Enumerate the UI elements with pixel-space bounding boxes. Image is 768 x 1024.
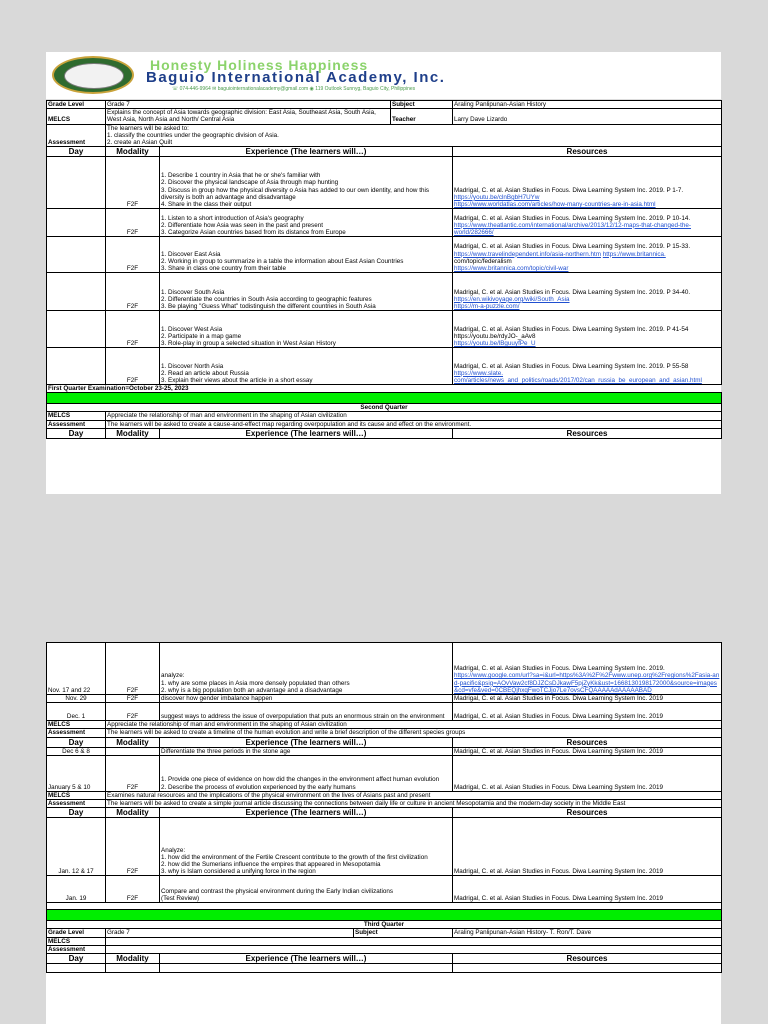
experience-cell xyxy=(160,273,453,311)
experience-cell xyxy=(160,876,453,903)
experience-header: Experience (The learners will…) xyxy=(160,737,453,747)
modality-header: Modality xyxy=(106,808,160,818)
melcs-value: Explains the concept of Asia towards geographic division: East Asia, Southeast Asia, South Asia, West Asia, North Asia and North/ Central Asia xyxy=(106,109,391,124)
modality-cell: F2F xyxy=(106,273,160,311)
resource-link[interactable]: https://www.slate. xyxy=(454,369,504,377)
melcs-value: Examines natural resources and the implications of the physical environment on the lives of Asians past and present xyxy=(106,791,722,799)
blank-row xyxy=(47,903,722,910)
subject-value: Araling Panlipunan-Asian History xyxy=(453,101,722,109)
resource-link[interactable]: https://www.britannica.com/topic/civil-war xyxy=(454,264,569,272)
grade-row xyxy=(47,929,722,937)
experience-cell xyxy=(160,157,453,209)
day-cell: Nov. 29 xyxy=(47,695,106,703)
experience-line: 1. Discover East Asia xyxy=(161,250,221,258)
experience-line: 4. Share in the class their output xyxy=(161,200,252,208)
resource-link[interactable]: https://www.google.com/url?sa=i&url=https%3A%2F%2Fwww.unep.org%2Fregions%2Fasia-and-pacific&psig=AOvVaw2cf8DJZCsDJkawF5pjZyKk&ust=1668130198172000&source=images&cd=vfe&ved=0CBEQjhxqFwoTCJjo7Le7ovsCFQAAAAAdAAAAABAD xyxy=(454,672,720,694)
modality-cell: F2F xyxy=(106,643,160,695)
day-header: Day xyxy=(47,808,106,818)
experience-cell xyxy=(160,209,453,237)
modality-cell: F2F xyxy=(106,348,160,385)
assessment-label: Assessment xyxy=(47,729,106,737)
lesson-row xyxy=(47,237,722,273)
school-tagline: Honesty Holiness Happiness xyxy=(150,57,369,73)
melcs-row xyxy=(47,721,722,729)
modality-cell: F2F xyxy=(106,703,160,721)
lesson-row xyxy=(47,818,722,876)
resources-header: Resources xyxy=(453,147,722,157)
melcs-row xyxy=(47,412,722,420)
modality-cell: F2F xyxy=(106,209,160,237)
lesson-row xyxy=(47,964,722,973)
experience-line: Analyze: xyxy=(161,846,186,854)
assessment-label: Assessment xyxy=(47,420,106,428)
resource-link[interactable]: https://www.britannica. xyxy=(602,250,666,258)
green-separator xyxy=(47,393,722,404)
experience-cell xyxy=(160,237,453,273)
lesson-row xyxy=(47,311,722,348)
experience-line: 1. why are some places in Asia more densely populated than others xyxy=(161,679,350,687)
modality-cell: F2F xyxy=(106,237,160,273)
lesson-row xyxy=(47,876,722,903)
day-cell: Jan. 12 & 17 xyxy=(47,818,106,876)
modality-cell xyxy=(106,747,160,755)
modality-cell: F2F xyxy=(106,876,160,903)
experience-line: 1. Discover West Asia xyxy=(161,325,223,333)
resource-cell: Madrigal, C. et al. Asian Studies in Focus. Diwa Learning System Inc. 2019 xyxy=(453,818,722,876)
column-header-row xyxy=(47,428,722,438)
experience-line: 3. Categorize Asian countries based from its distance from Europe xyxy=(161,228,346,236)
experience-line: 2. Participate in a map game xyxy=(161,332,242,340)
document-page-1 xyxy=(46,52,721,494)
resource-link[interactable]: https://youtu.be/lBguuyfPe_U xyxy=(454,339,536,347)
teacher-value: Larry Dave Lizardo xyxy=(453,109,722,124)
resources-header: Resources xyxy=(453,953,722,963)
resource-link[interactable]: https://youtu.be/clnBgbH7UYw xyxy=(454,193,540,201)
experience-line: 3. Be playing "Guess What" todistinguish the different countries in South Asia xyxy=(161,302,376,310)
experience-cell xyxy=(160,311,453,348)
experience-line: Compare and contrast the physical environment during the Early Indian civilizations xyxy=(161,887,394,895)
melcs-value xyxy=(106,937,722,945)
assessment-line: 1. classify the countries under the geographic division of Asia. xyxy=(107,131,279,139)
lesson-row xyxy=(47,695,722,703)
assessment-label: Assessment xyxy=(47,799,106,807)
day-cell xyxy=(47,157,106,209)
day-header: Day xyxy=(47,737,106,747)
melcs-label: MELCS xyxy=(47,109,106,124)
assessment-label: Assessment xyxy=(47,945,106,953)
grade-level-label: Grade Level xyxy=(47,101,106,109)
modality-cell: F2F xyxy=(106,311,160,348)
resource-cell xyxy=(453,311,722,348)
day-header: Day xyxy=(47,147,106,157)
resource-text: Madrigal, C. et al. Asian Studies in Focus. Diwa Learning System Inc. 2019. P 10-14. xyxy=(454,214,691,222)
column-header-row xyxy=(47,808,722,818)
experience-line: 2. Read an article about Russia xyxy=(161,369,249,377)
resource-link-text: https://youtu.be/rdyJO-_aAv8 xyxy=(454,332,536,340)
experience-line: 1. Discover South Asia xyxy=(161,288,225,296)
experience-cell xyxy=(160,348,453,385)
curriculum-table-q1 xyxy=(46,100,722,439)
grade-level-value: Grade 7 xyxy=(106,101,391,109)
melcs-label: MELCS xyxy=(47,791,106,799)
modality-header: Modality xyxy=(106,428,160,438)
lesson-row xyxy=(47,703,722,721)
column-header-row xyxy=(47,147,722,157)
assessment-value: The learners will be asked to create a timeline of the human evolution and write a brief description of the different species groups xyxy=(106,729,722,737)
modality-cell: F2F xyxy=(106,157,160,209)
modality-header: Modality xyxy=(106,147,160,157)
resource-text: Madrigal, C. et al. Asian Studies in Focus. Diwa Learning System Inc. 2019. P 15-33. xyxy=(454,243,691,251)
lesson-row xyxy=(47,643,722,695)
resource-link[interactable]: com/articles/news_and_politics/roads/2017/02/can_russia_be_european_and_asian.html xyxy=(454,376,702,384)
lesson-row xyxy=(47,747,722,755)
assessment-line: The learners will be asked to: xyxy=(107,124,189,132)
modality-cell: F2F xyxy=(106,755,160,791)
subject-label: Subject xyxy=(391,101,453,109)
quarter-title-row xyxy=(47,921,722,929)
document-page-2 xyxy=(46,642,721,1024)
assessment-value: The learners will be asked to create a simple journal article discussing the connections between daily life or culture in ancient Mesopotamia and the modern-day society in the Middle East xyxy=(106,799,722,807)
day-header: Day xyxy=(47,428,106,438)
lesson-row xyxy=(47,348,722,385)
resource-cell: Madrigal, C. et al. Asian Studies in Focus. Diwa Learning System Inc. 2019 xyxy=(453,703,722,721)
lesson-row xyxy=(47,157,722,209)
experience-line: 2. how did the Sumerians influence the empires that appeared in Mesopotamia xyxy=(161,860,381,868)
experience-cell xyxy=(160,818,453,876)
subject-label: Subject xyxy=(354,929,453,937)
assessment-row xyxy=(47,729,722,737)
experience-line: analyze: xyxy=(161,672,185,680)
resource-link[interactable]: https://www.theatlantic.com/international/archive/2013/12/12-maps-that-changed-the-world/282666/ xyxy=(454,221,691,236)
day-cell: Jan. 19 xyxy=(47,876,106,903)
day-cell: Dec 6 & 8 xyxy=(47,747,106,755)
assessment-value xyxy=(106,124,722,147)
experience-line: 1. Describe 1 country in Asia that he or she's familiar with xyxy=(161,172,321,180)
melcs-row xyxy=(47,937,722,945)
school-name: Baguio International Academy, Inc. xyxy=(146,69,446,86)
experience-header: Experience (The learners will…) xyxy=(160,808,453,818)
experience-header: Experience (The learners will…) xyxy=(160,147,453,157)
resource-link[interactable]: https://www.worldatlas.com/articles/how-many-countries-are-in-asia.html xyxy=(454,200,656,208)
experience-line: 3. why is Islam considered a unifying force in the region xyxy=(161,868,316,876)
modality-header: Modality xyxy=(106,953,160,963)
school-seal-icon xyxy=(52,56,134,94)
melcs-row xyxy=(47,109,722,124)
assessment-line: 2. create an Asian Quilt xyxy=(107,138,173,146)
resources-header: Resources xyxy=(453,808,722,818)
experience-line: 2. Describe the process of evolution experienced by the early humans xyxy=(161,783,356,791)
assessment-row xyxy=(47,945,722,953)
day-cell: Nov. 17 and 22 xyxy=(47,643,106,695)
second-quarter-title: Second Quarter xyxy=(47,404,722,412)
third-quarter-title: Third Quarter xyxy=(47,921,722,929)
resource-text: Madrigal, C. et al. Asian Studies in Focus. Diwa Learning System Inc. 2019. P 34-40. xyxy=(454,288,691,296)
melcs-value: Appreciate the relationship of man and environment in the shaping of Asian civilization xyxy=(106,721,722,729)
column-header-row xyxy=(47,953,722,963)
resource-link[interactable]: https://m-a-puzzle.com/ xyxy=(454,302,520,310)
day-cell xyxy=(47,209,106,237)
column-header-row xyxy=(47,737,722,747)
resources-header: Resources xyxy=(453,737,722,747)
grade-level-value: Grade 7 xyxy=(106,929,354,937)
grade-level-label: Grade Level xyxy=(47,929,106,937)
assessment-row xyxy=(47,420,722,428)
day-cell: Dec. 1 xyxy=(47,703,106,721)
curriculum-table-q2 xyxy=(46,642,722,973)
melcs-label: MELCS xyxy=(47,412,106,420)
assessment-value: The learners will be asked to create a cause-and-effect map regarding overpopulation and its cause and effect on the environment. xyxy=(106,420,722,428)
experience-line: 2. Differentiate the countries in South Asia according to geographic features xyxy=(161,295,372,303)
experience-cell xyxy=(160,643,453,695)
resource-cell: Madrigal, C. et al. Asian Studies in Focus. Diwa Learning System Inc. 2019 xyxy=(453,695,722,703)
resource-cell xyxy=(453,209,722,237)
melcs-row xyxy=(47,791,722,799)
experience-line: (Test Review) xyxy=(161,895,200,903)
lesson-row xyxy=(47,273,722,311)
exam-note: First Quarter Examination=October 23-25, 2023 xyxy=(47,385,722,393)
grade-row xyxy=(47,101,722,109)
day-header: Day xyxy=(47,953,106,963)
experience-header: Experience (The learners will…) xyxy=(160,428,453,438)
resource-text: Madrigal, C. et al. Asian Studies in Focus. Diwa Learning System Inc. 2019. xyxy=(454,665,665,673)
resource-cell xyxy=(453,157,722,209)
experience-line: 2. Working in group to summarize in a table the information about East Asian Countries xyxy=(161,257,404,265)
day-cell xyxy=(47,311,106,348)
lesson-row xyxy=(47,209,722,237)
experience-line: 2. Differentiate how Asia was seen in the past and present xyxy=(161,221,323,229)
experience-cell: suggest ways to address the issue of overpopulation that puts an enormous strain on the environment xyxy=(160,703,453,721)
teacher-label: Teacher xyxy=(391,109,453,124)
green-separator xyxy=(47,910,722,921)
day-cell xyxy=(47,273,106,311)
experience-line: 3. Explain their views about the article in a short essay xyxy=(161,376,313,384)
school-contact: ☏ 074-446-9964 ✉ baguiointernationalacademy@gmail.com ◉ 119 Outlook Sunnyg, Baguio City, Philippines xyxy=(172,86,416,92)
experience-line: 1. Listen to a short introduction of Asia's geography xyxy=(161,214,304,222)
experience-cell: Differentiate the three periods in the stone age xyxy=(160,747,453,755)
melcs-label: MELCS xyxy=(47,937,106,945)
experience-line: 3. Share in class one country from their table xyxy=(161,264,286,272)
subject-value: Araling Panlipunan-Asian History- T. Ron/T. Dave xyxy=(453,929,722,937)
experience-line: 1. how did the environment of the Fertile Crescent contribute to the growth of the first civilization xyxy=(161,853,428,861)
experience-line: 3. Discuss in group how the physical diversity o Asia has added to our own identity, and how this diversity is both an advantage and disadvantage xyxy=(161,186,429,201)
resource-cell: Madrigal, C. et al. Asian Studies in Focus. Diwa Learning System Inc. 2019 xyxy=(453,876,722,903)
assessment-row xyxy=(47,124,722,147)
resource-cell xyxy=(453,237,722,273)
assessment-label: Assessment xyxy=(47,124,106,147)
resource-cell xyxy=(453,273,722,311)
experience-line: 1. Provide one piece of evidence on how did the changes in the environment affect human evolution xyxy=(161,776,440,784)
resource-link[interactable]: https://en.wikivoyage.org/wiki/South_Asia xyxy=(454,295,570,303)
experience-line: 2. Discover the physical landscape of Asia through map hunting xyxy=(161,179,339,187)
resource-link[interactable]: https://www.travelindependent.info/asia-northern.htm xyxy=(454,250,602,258)
lesson-row xyxy=(47,755,722,791)
day-cell xyxy=(47,237,106,273)
experience-line: 3. Role-play in group a selected situation in West Asian History xyxy=(161,339,336,347)
experience-header: Experience (The learners will…) xyxy=(160,953,453,963)
resource-cell: Madrigal, C. et al. Asian Studies in Focus. Diwa Learning System Inc. 2019 xyxy=(453,755,722,791)
resource-text: Madrigal, C. et al. Asian Studies in Focus. Diwa Learning System Inc. 2019. P 1-7. xyxy=(454,186,684,194)
experience-line: 1. Discover North Asia xyxy=(161,362,224,370)
melcs-value: Appreciate the relationship of man and environment in the shaping of Asian civilization xyxy=(106,412,722,420)
experience-cell: discover how gender imbalance happen xyxy=(160,695,453,703)
resource-text: Madrigal, C. et al. Asian Studies in Focus. Diwa Learning System Inc. 2019. P 55-58 xyxy=(454,362,689,370)
school-header xyxy=(46,52,721,100)
day-cell: January 5 & 10 xyxy=(47,755,106,791)
quarter-title-row xyxy=(47,404,722,412)
day-cell xyxy=(47,348,106,385)
assessment-value xyxy=(106,945,722,953)
exam-row xyxy=(47,385,722,393)
resource-cell xyxy=(453,643,722,695)
resource-text: Madrigal, C. et al. Asian Studies in Focus. Diwa Learning System Inc. 2019. P 41-54 xyxy=(454,325,689,333)
modality-cell: F2F xyxy=(106,695,160,703)
assessment-row xyxy=(47,799,722,807)
experience-cell xyxy=(160,755,453,791)
resource-cell: Madrigal, C. et al. Asian Studies in Focus. Diwa Learning System Inc. 2019 xyxy=(453,747,722,755)
resources-header: Resources xyxy=(453,428,722,438)
melcs-label: MELCS xyxy=(47,721,106,729)
modality-cell: F2F xyxy=(106,818,160,876)
experience-line: 2. why is a big population both an advantage and a disadvantage xyxy=(161,686,343,694)
modality-header: Modality xyxy=(106,737,160,747)
resource-link-text: com/topic/federalism xyxy=(454,257,512,265)
resource-cell xyxy=(453,348,722,385)
